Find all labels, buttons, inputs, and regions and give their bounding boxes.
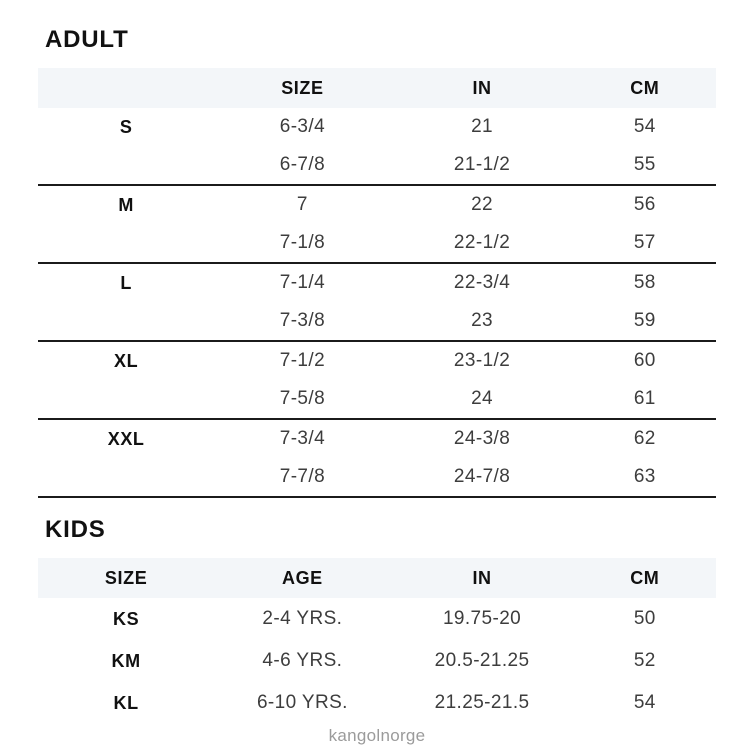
adult-size-cell: 59 xyxy=(574,302,716,341)
adult-size-cell: 24-7/8 xyxy=(391,458,574,497)
adult-size-cell: 63 xyxy=(574,458,716,497)
adult-size-cell: 54 xyxy=(633,116,656,137)
adult-size-table xyxy=(38,68,716,498)
adult-size-cell: 24-3/8 xyxy=(453,428,511,449)
kids-size-cell: 21.25-21.5 xyxy=(434,692,530,713)
adult-table-row xyxy=(38,341,716,380)
adult-size-cell: 23 xyxy=(391,302,574,341)
adult-header-row xyxy=(38,68,716,108)
kids-size-cell: 19.75-20 xyxy=(442,608,522,629)
kids-size-cell: 52 xyxy=(633,650,656,671)
adult-column-header: CM xyxy=(574,68,716,108)
kids-size-cell: 6-10 YRS. xyxy=(256,692,348,713)
adult-size-cell: 60 xyxy=(633,350,656,371)
kids-table-header xyxy=(38,558,716,598)
adult-table-row xyxy=(38,458,716,497)
kids-section xyxy=(38,516,716,724)
adult-table-row xyxy=(38,302,716,341)
adult-size-cell: 62 xyxy=(633,428,656,449)
adult-size-cell: 21 xyxy=(471,116,494,137)
adult-size-label: S xyxy=(119,116,133,137)
adult-table-row xyxy=(38,146,716,185)
brand-watermark: kangolnorge xyxy=(328,726,426,745)
adult-size-cell: 7-1/2 xyxy=(279,350,326,371)
adult-size-label: L xyxy=(120,272,132,293)
adult-size-label xyxy=(38,224,214,263)
adult-section-title: ADULT xyxy=(45,26,129,53)
kids-size-cell: 4-6 YRS. xyxy=(262,650,343,671)
kids-section-title: KIDS xyxy=(45,516,106,543)
adult-size-cell: 21-1/2 xyxy=(391,146,574,185)
adult-size-label: XXL xyxy=(107,428,145,449)
kids-column-header: SIZE xyxy=(38,558,214,598)
adult-table-body xyxy=(38,108,716,497)
kids-size-cell: 50 xyxy=(633,608,656,629)
kids-column-header: AGE xyxy=(214,558,390,598)
kids-size-cell: 20.5-21.25 xyxy=(434,650,530,671)
adult-size-label: XL xyxy=(114,350,139,371)
adult-size-label xyxy=(38,458,214,497)
adult-size-cell: 7-1/4 xyxy=(279,272,326,293)
kids-size-label: KM xyxy=(111,650,141,671)
adult-size-cell: 6-3/4 xyxy=(279,116,326,137)
adult-size-cell: 22-3/4 xyxy=(453,272,511,293)
adult-size-cell: 7-7/8 xyxy=(214,458,390,497)
adult-size-cell: 58 xyxy=(633,272,656,293)
adult-column-header: SIZE xyxy=(214,68,390,108)
adult-size-cell: 7-1/8 xyxy=(214,224,390,263)
kids-table-row xyxy=(38,598,716,640)
adult-table-row xyxy=(38,224,716,263)
kids-size-table xyxy=(38,558,716,724)
adult-size-cell: 61 xyxy=(574,380,716,419)
kids-size-label: KS xyxy=(113,608,140,629)
adult-column-header xyxy=(38,68,214,108)
kids-size-cell: 54 xyxy=(633,692,656,713)
adult-size-cell: 22 xyxy=(471,194,494,215)
adult-size-label xyxy=(38,302,214,341)
kids-table-row xyxy=(38,682,716,724)
adult-size-cell: 7 xyxy=(296,194,308,215)
adult-size-cell: 23-1/2 xyxy=(453,350,511,371)
adult-table-row xyxy=(38,380,716,419)
kids-table-body xyxy=(38,598,716,724)
adult-size-label xyxy=(38,380,214,419)
adult-column-header: IN xyxy=(391,68,574,108)
adult-size-cell: 22-1/2 xyxy=(391,224,574,263)
adult-size-cell: 7-5/8 xyxy=(214,380,390,419)
adult-size-cell: 6-7/8 xyxy=(214,146,390,185)
adult-size-cell: 55 xyxy=(574,146,716,185)
adult-size-label xyxy=(38,146,214,185)
kids-size-label: KL xyxy=(113,692,139,713)
adult-table-row xyxy=(38,108,716,146)
adult-size-cell: 56 xyxy=(633,194,656,215)
adult-table-row xyxy=(38,263,716,302)
adult-size-label: M xyxy=(118,194,134,215)
adult-size-cell: 7-3/4 xyxy=(279,428,326,449)
adult-table-row xyxy=(38,419,716,458)
kids-column-header: IN xyxy=(391,558,574,598)
adult-table-row xyxy=(38,185,716,224)
adult-table-header xyxy=(38,68,716,108)
kids-column-header: CM xyxy=(574,558,716,598)
adult-size-cell: 24 xyxy=(391,380,574,419)
kids-header-row xyxy=(38,558,716,598)
adult-size-cell: 57 xyxy=(574,224,716,263)
adult-size-cell: 7-3/8 xyxy=(214,302,390,341)
adult-section xyxy=(38,26,716,498)
kids-size-cell: 2-4 YRS. xyxy=(262,608,343,629)
kids-table-row xyxy=(38,640,716,682)
